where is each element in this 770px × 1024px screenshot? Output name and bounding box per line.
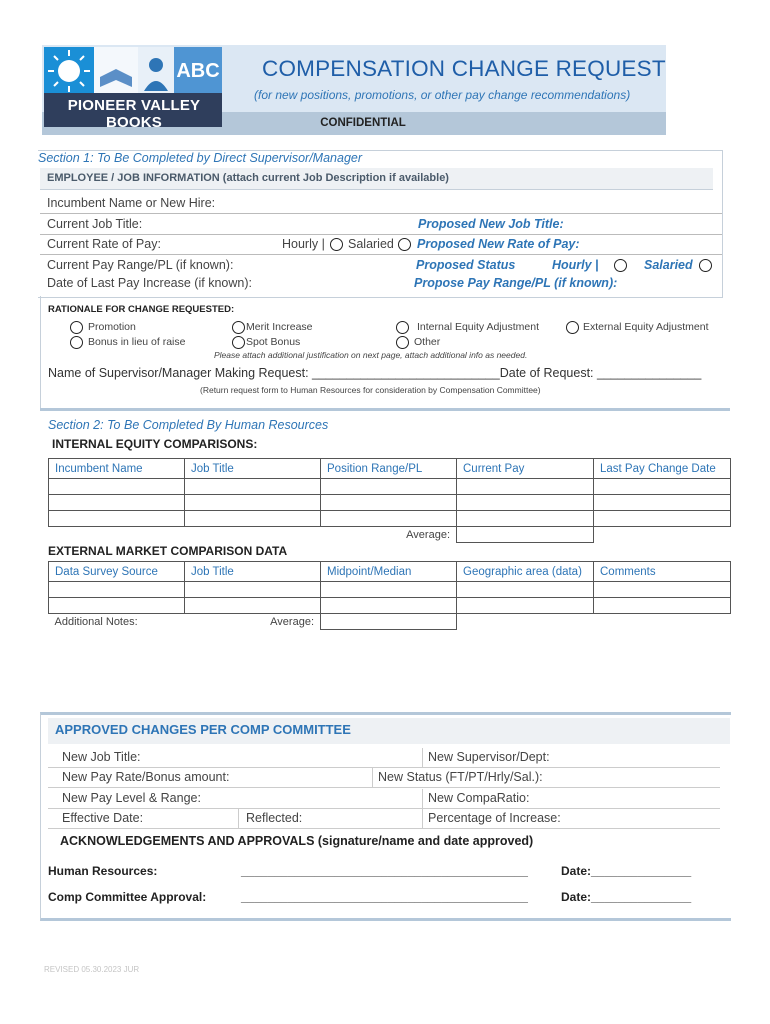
hr-signature-line[interactable]: ___________________________________________ <box>241 864 528 878</box>
table-cell[interactable] <box>49 582 185 598</box>
ack-heading: ACKNOWLEDGEMENTS AND APPROVALS (signature/name and date approved) <box>60 834 534 848</box>
revised-footer: REVISED 05.30.2023 JUR <box>44 965 140 974</box>
table-cell[interactable] <box>185 495 321 511</box>
status-hourly-radio[interactable] <box>614 259 627 272</box>
table-cell[interactable] <box>185 511 321 527</box>
internal-equity-label: Internal Equity Adjustment <box>417 321 539 333</box>
col-position-range: Position Range/PL <box>321 459 457 479</box>
comp-signature-line[interactable]: ___________________________________________ <box>241 890 528 904</box>
additional-notes-label: Additional Notes: <box>54 615 138 628</box>
table-cell[interactable] <box>594 495 731 511</box>
internal-average-cell[interactable] <box>457 527 594 543</box>
other-radio[interactable] <box>396 336 409 349</box>
external-heading: EXTERNAL MARKET COMPARISON DATA <box>48 544 288 558</box>
divider <box>40 213 722 214</box>
propose-range-label: Propose Pay Range/PL (if known): <box>414 276 618 290</box>
empty-cell <box>457 614 731 630</box>
hr-date[interactable]: Date:_______________ <box>561 864 692 878</box>
average-row <box>49 614 731 630</box>
new-comparatio-label: New CompaRatio: <box>428 791 530 805</box>
current-range-label: Current Pay Range/PL (if known): <box>47 258 234 272</box>
table-cell[interactable] <box>49 495 185 511</box>
incumbent-label: Incumbent Name or New Hire: <box>47 196 216 210</box>
merit-label: Merit Increase <box>246 321 313 333</box>
salaried-radio[interactable] <box>398 238 411 251</box>
col-divider <box>422 809 423 828</box>
effective-date-label: Effective Date: <box>62 811 144 825</box>
reflected-label: Reflected: <box>246 811 303 825</box>
section1-heading: Section 1: To Be Completed by Direct Supervisor/Manager <box>38 151 363 165</box>
col-divider <box>422 748 423 767</box>
new-job-title-label: New Job Title: <box>62 750 141 764</box>
comp-date[interactable]: Date:_______________ <box>561 890 692 904</box>
approved-row <box>48 748 720 768</box>
section-border <box>40 296 41 408</box>
table-cell[interactable] <box>49 479 185 495</box>
approved-heading: APPROVED CHANGES PER COMP COMMITTEE <box>55 722 351 737</box>
approved-row <box>48 768 720 788</box>
hr-label: Human Resources: <box>48 864 158 878</box>
spot-bonus-radio[interactable] <box>232 336 245 349</box>
spot-bonus-label: Spot Bonus <box>246 336 301 348</box>
table-cell[interactable] <box>457 511 594 527</box>
table-cell[interactable] <box>321 479 457 495</box>
hourly-radio[interactable] <box>330 238 343 251</box>
logo-text: PIONEER VALLEY BOOKS <box>67 97 201 131</box>
col-geographic-area: Geographic area (data) <box>457 562 594 582</box>
external-equity-radio[interactable] <box>566 321 579 334</box>
external-market-table <box>48 561 731 630</box>
col-comments: Comments <box>594 562 731 582</box>
table-cell[interactable] <box>594 582 731 598</box>
col-job-title: Job Title <box>185 562 321 582</box>
table-cell[interactable] <box>457 598 594 614</box>
col-current-pay: Current Pay <box>457 459 594 479</box>
proposed-status-label: Proposed Status <box>416 258 516 272</box>
other-label: Other <box>414 336 441 348</box>
table-cell[interactable] <box>49 598 185 614</box>
section-divider <box>40 408 730 411</box>
col-midpoint-median: Midpoint/Median <box>321 562 457 582</box>
table-cell[interactable] <box>321 582 457 598</box>
table-row <box>49 598 731 614</box>
internal-average-label: Average: <box>406 528 450 541</box>
status-hourly-label: Hourly | <box>552 258 599 272</box>
table-row <box>49 582 731 598</box>
percentage-label: Percentage of Increase: <box>428 811 561 825</box>
section1-subheading: EMPLOYEE / JOB INFORMATION (attach current Job Description if available) <box>47 172 449 184</box>
form-subtitle: (for new positions, promotions, or other pay change recommendations) <box>254 88 631 102</box>
table-cell[interactable] <box>321 495 457 511</box>
table-cell[interactable] <box>185 582 321 598</box>
proposed-rate-label: Proposed New Rate of Pay: <box>417 237 580 251</box>
internal-equity-radio[interactable] <box>396 321 409 334</box>
table-cell[interactable] <box>321 511 457 527</box>
new-pay-rate-label: New Pay Rate/Bonus amount: <box>62 770 230 784</box>
last-increase-label: Date of Last Pay Increase (if known): <box>47 276 252 290</box>
col-divider <box>238 809 239 828</box>
col-job-title: Job Title <box>185 459 321 479</box>
proposed-job-title-label: Proposed New Job Title: <box>418 217 564 231</box>
col-divider <box>422 789 423 808</box>
promotion-label: Promotion <box>88 321 136 333</box>
table-row <box>49 511 731 527</box>
section2-heading: Section 2: To Be Completed By Human Resources <box>48 418 329 432</box>
table-cell[interactable] <box>594 479 731 495</box>
new-supervisor-label: New Supervisor/Dept: <box>428 750 550 764</box>
svg-text:ABC: ABC <box>176 60 220 82</box>
table-cell[interactable] <box>457 582 594 598</box>
table-cell[interactable] <box>594 598 731 614</box>
status-salaried-label: Salaried <box>644 258 693 272</box>
comp-label: Comp Committee Approval: <box>48 890 207 904</box>
table-row <box>49 495 731 511</box>
form-title: COMPENSATION CHANGE REQUEST <box>262 56 666 81</box>
merit-radio[interactable] <box>232 321 245 334</box>
table-row <box>49 479 731 495</box>
new-status-label: New Status (FT/PT/Hrly/Sal.): <box>378 770 543 784</box>
internal-equity-table <box>48 458 731 543</box>
bonus-radio[interactable] <box>70 336 83 349</box>
table-cell[interactable] <box>321 598 457 614</box>
table-cell[interactable] <box>49 511 185 527</box>
table-cell[interactable] <box>185 598 321 614</box>
col-last-pay-change: Last Pay Change Date <box>594 459 731 479</box>
current-job-title-label: Current Job Title: <box>47 217 143 231</box>
rationale-heading: RATIONALE FOR CHANGE REQUESTED: <box>48 304 235 315</box>
supervisor-line: Name of Supervisor/Manager Making Request: ___________________________Date of Request: _______________ <box>48 366 702 380</box>
average-row <box>49 527 731 543</box>
external-equity-label: External Equity Adjustment <box>583 321 709 333</box>
company-logo <box>44 47 222 131</box>
current-rate-label: Current Rate of Pay: <box>47 237 161 251</box>
approved-row <box>48 809 720 829</box>
table-cell[interactable] <box>594 511 731 527</box>
salaried-label: Salaried <box>348 237 394 251</box>
approved-row <box>48 789 720 809</box>
table-cell[interactable] <box>457 479 594 495</box>
justification-note: Please attach additional justification on next page, attach additional info as needed. <box>214 350 528 360</box>
promotion-radio[interactable] <box>70 321 83 334</box>
internal-heading: INTERNAL EQUITY COMPARISONS: <box>52 437 258 451</box>
status-salaried-radio[interactable] <box>699 259 712 272</box>
new-pay-level-label: New Pay Level & Range: <box>62 791 201 805</box>
table-cell[interactable] <box>185 479 321 495</box>
table-cell[interactable] <box>457 495 594 511</box>
return-note: (Return request form to Human Resources for consideration by Compensation Committee) <box>200 385 541 395</box>
col-data-survey-source: Data Survey Source <box>49 562 185 582</box>
col-divider <box>372 768 373 787</box>
hourly-label: Hourly | <box>282 237 325 251</box>
confidential-label: CONFIDENTIAL <box>320 117 406 129</box>
external-average-label: Average: <box>270 615 314 628</box>
bonus-label: Bonus in lieu of raise <box>88 336 186 348</box>
external-average-cell[interactable] <box>321 614 457 630</box>
empty-cell <box>594 527 731 543</box>
divider <box>40 254 722 255</box>
divider <box>40 234 722 235</box>
col-incumbent-name: Incumbent Name <box>49 459 185 479</box>
